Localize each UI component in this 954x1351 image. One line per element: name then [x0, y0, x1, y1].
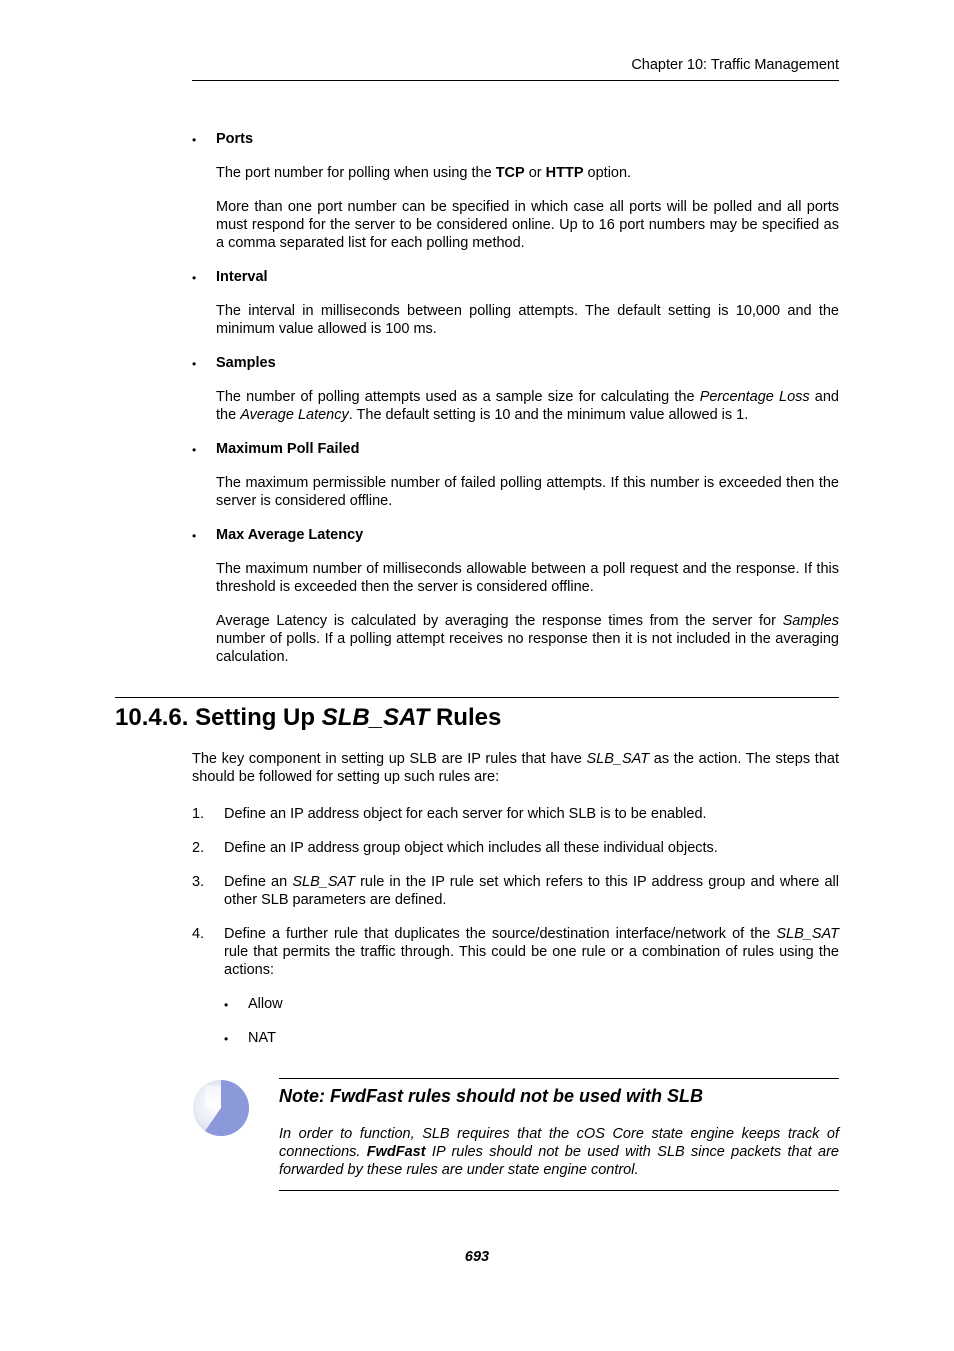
step-number: 3. [192, 874, 205, 890]
section-divider [115, 697, 839, 698]
header-divider [192, 80, 839, 81]
running-header: Chapter 10: Traffic Management [631, 57, 839, 73]
step-text: Define a further rule that duplicates the source/destination interface/network of the SLB_SAT rule that permits the traffic through. This could be one rule or a combination of rules using the actions: [224, 926, 839, 978]
average-latency-calculation: Average Latency is calculated by averaging the response times from the server for Samples number of polls. If a polling attempt receives no response then it is not included in the averaging calculation. [216, 613, 839, 665]
note-bottom-divider [279, 1190, 839, 1191]
interval-description: The interval in milliseconds between polling attempts. The default setting is 10,000 and the minimum value allowed is 100 ms. [216, 303, 839, 337]
bullet-icon: • [224, 998, 229, 1012]
option-term-max-poll-failed: Maximum Poll Failed [216, 441, 360, 457]
option-term-max-average-latency: Max Average Latency [216, 527, 364, 543]
section-title: 10.4.6. Setting Up SLB_SAT Rules [115, 704, 502, 731]
bullet-icon: • [192, 443, 197, 457]
step-text: Define an IP address object for each server for which SLB is to be enabled. [224, 806, 707, 822]
bullet-icon: • [192, 271, 197, 285]
bullet-icon: • [192, 357, 197, 371]
option-term-interval: Interval [216, 269, 268, 285]
step-number: 2. [192, 840, 205, 856]
step-number: 1. [192, 806, 205, 822]
step-text: Define an IP address group object which includes all these individual objects. [224, 840, 718, 856]
option-term-ports: Ports [216, 131, 254, 147]
bullet-icon: • [192, 133, 197, 147]
section-intro: The key component in setting up SLB are IP rules that have SLB_SAT as the action. The steps that should be followed for setting up such rules are: [192, 751, 839, 785]
ports-detail: More than one port number can be specified in which case all ports will be polled and all ports must respond for the server to be considered online. Up to 16 port numbers may be specified as a comma separated list for each polling method. [216, 199, 839, 251]
bullet-icon: • [224, 1032, 229, 1046]
action-allow: Allow [248, 996, 283, 1012]
step-number: 4. [192, 926, 205, 942]
option-term-samples: Samples [216, 355, 276, 371]
note-icon [192, 1079, 250, 1137]
action-nat: NAT [248, 1030, 276, 1046]
note-top-divider [279, 1078, 839, 1079]
page-number: 693 [464, 1249, 490, 1265]
note-title: Note: FwdFast rules should not be used with SLB [279, 1086, 704, 1106]
max-poll-failed-description: The maximum permissible number of failed polling attempts. If this number is exceeded then the server is considered offline. [216, 475, 839, 509]
note-body: In order to function, SLB requires that the cOS Core state engine keeps track of connections. FwdFast IP rules should not be used with SLB since packets that are forwarded by these rules are under state engine control. [279, 1126, 839, 1178]
ports-description: The port number for polling when using the TCP or HTTP option. [216, 165, 632, 181]
max-average-latency-description: The maximum number of milliseconds allowable between a poll request and the response. If this threshold is exceeded then the server is considered offline. [216, 561, 839, 595]
bullet-icon: • [192, 529, 197, 543]
samples-description: The number of polling attempts used as a sample size for calculating the Percentage Loss and the Average Latency. The default setting is 10 and the minimum value allowed is 1. [216, 389, 839, 423]
step-text: Define an SLB_SAT rule in the IP rule set which refers to this IP address group and where all other SLB parameters are defined. [224, 874, 839, 908]
